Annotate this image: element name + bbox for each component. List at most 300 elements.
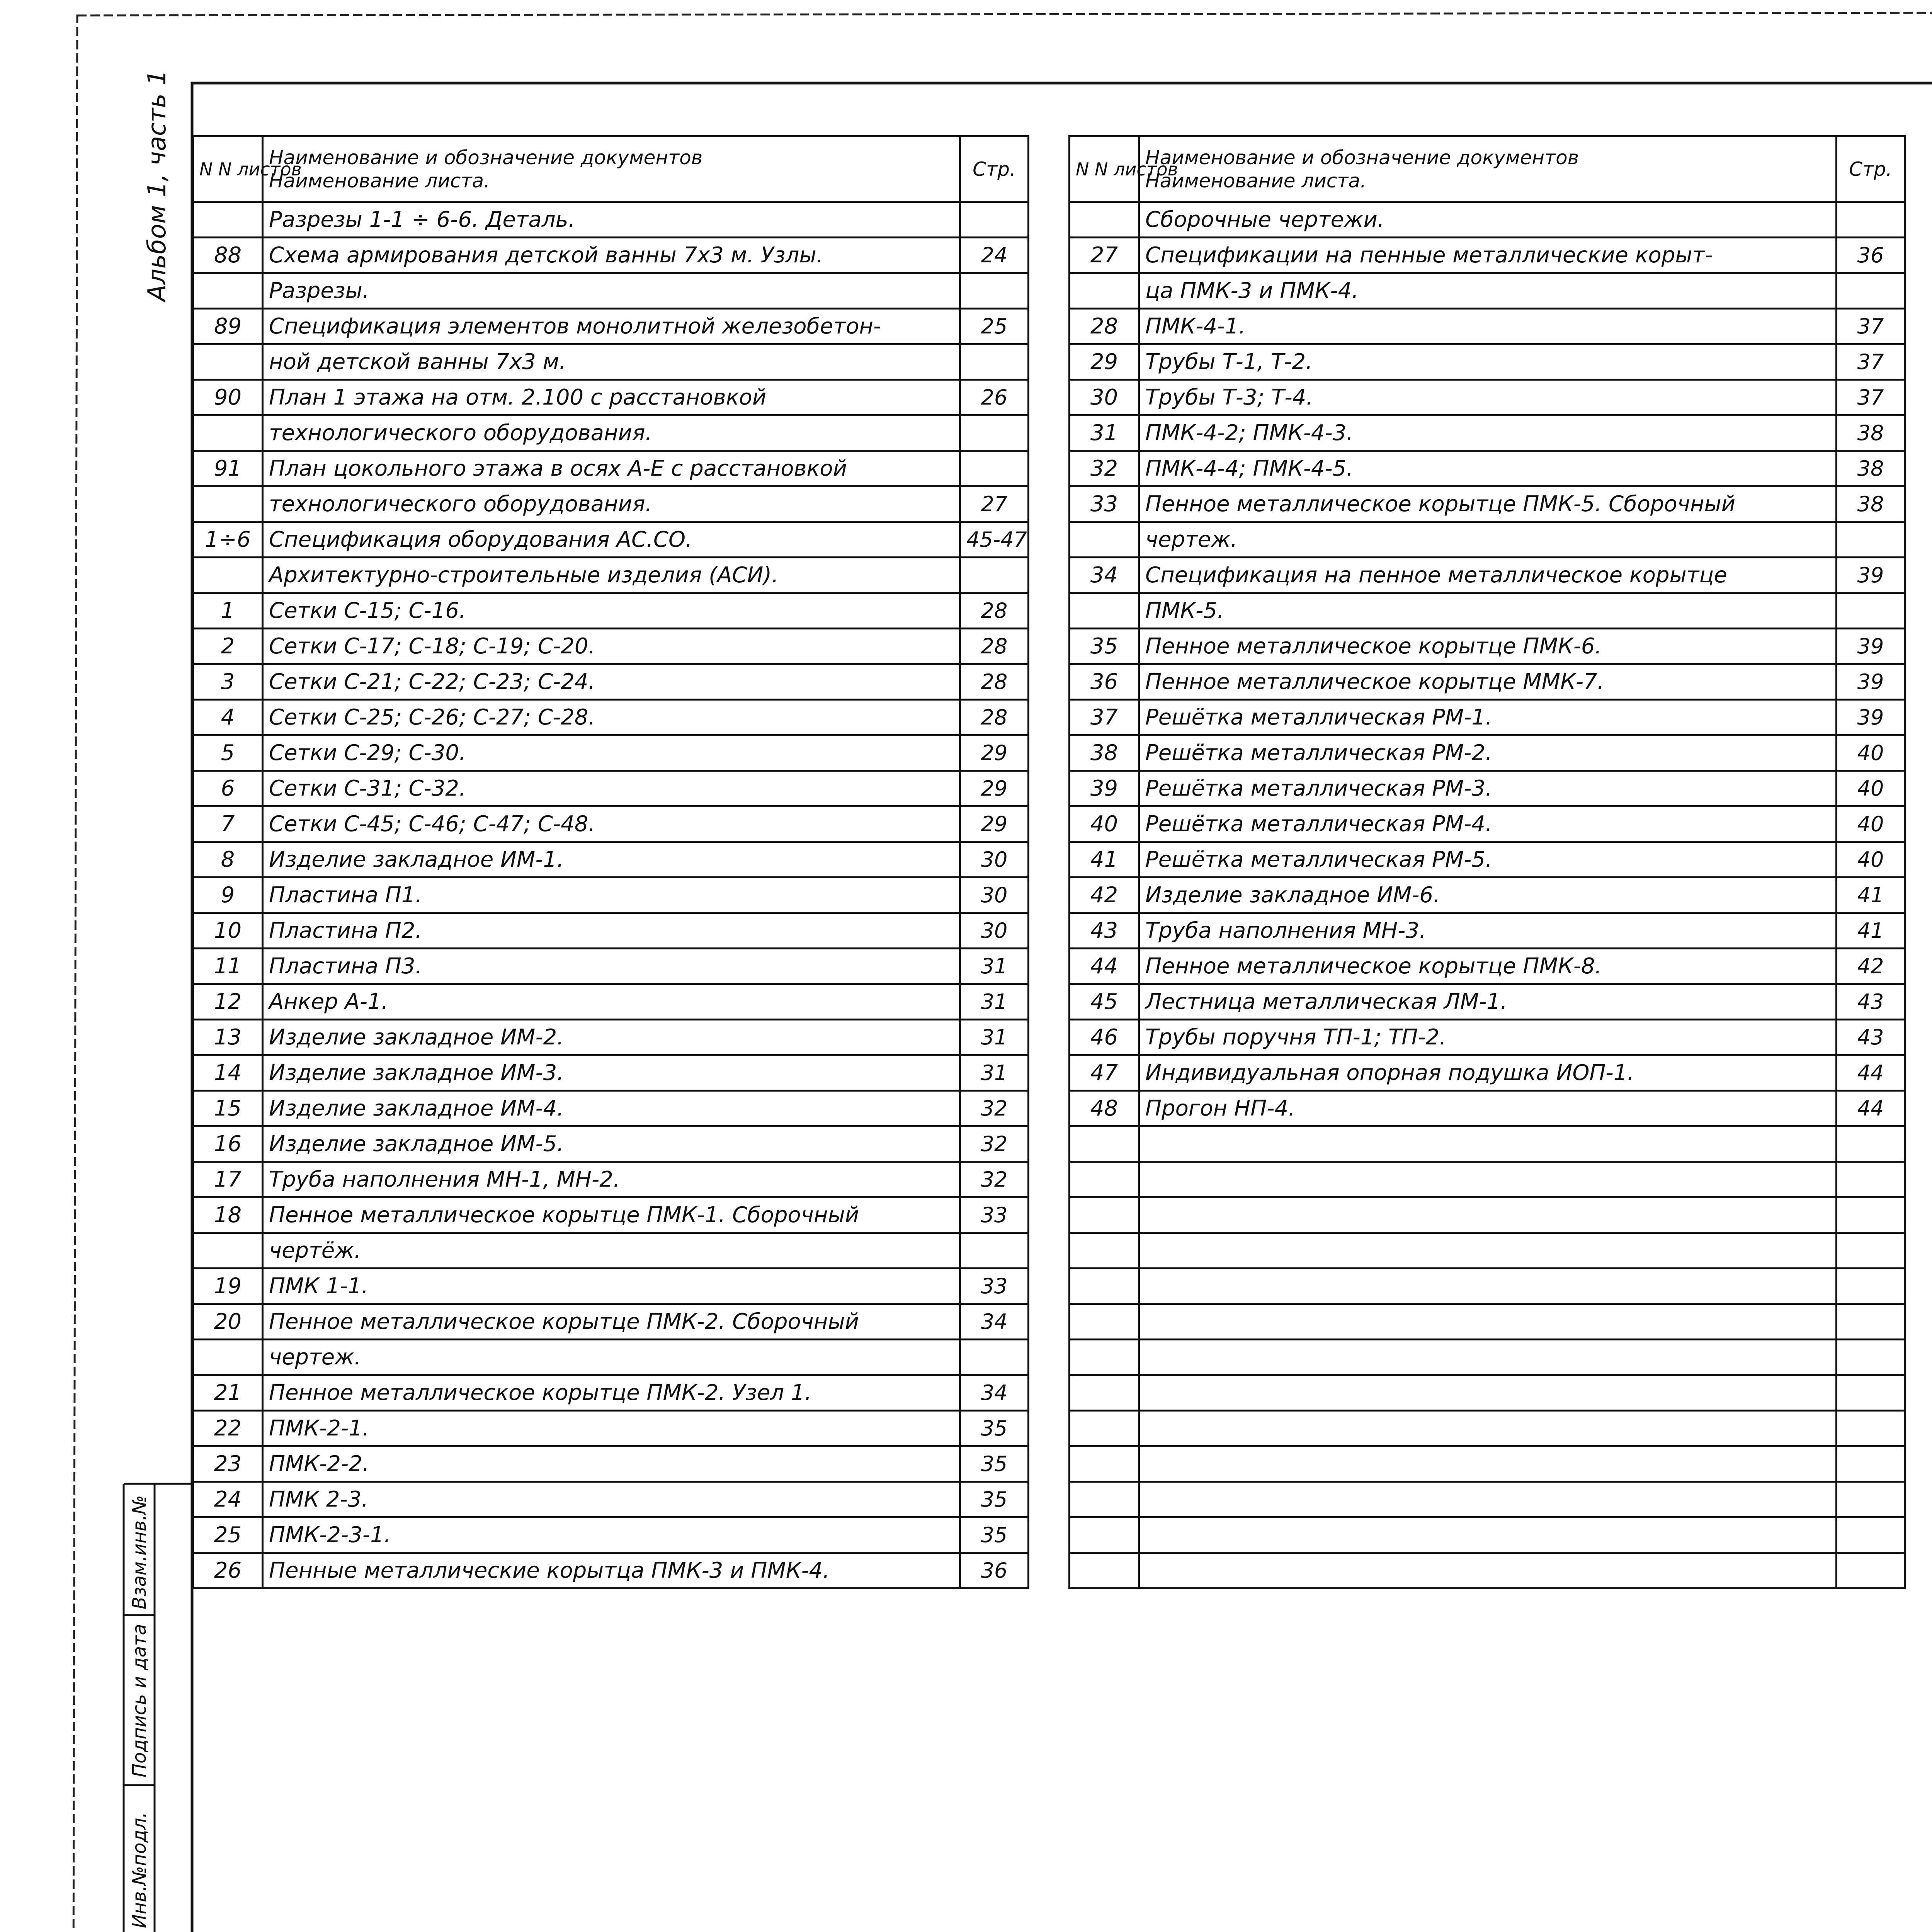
sheet-name-cell: Изделие закладное ИМ-4. [263,1091,960,1126]
sheet-number-cell [1070,1304,1139,1340]
sheet-number-cell: 43 [1070,913,1139,949]
sheet-name-cell: технологического оборудования. [263,415,960,451]
sheet-number-cell: 35 [1070,629,1139,664]
sheet-name-cell: Пенное металлическое корытце ПМК-5. Сборочный [1139,486,1837,522]
table-row [193,1020,1029,1055]
sheet-number-cell: 3 [193,664,263,700]
table-row [1070,629,1905,664]
page-number-cell: 32 [960,1091,1029,1126]
table-row [193,1340,1029,1375]
sheet-number-cell: 13 [193,1020,263,1055]
sheet-name-cell: План 1 этажа на отм. 2.100 с расстановкой [263,380,960,415]
sheet-number-cell [1070,522,1139,558]
sheet-number-cell: 23 [193,1446,263,1482]
sheet-name-cell: Пенное металлическое корытце ПМК-8. [1139,949,1837,984]
sheet-number-cell: 22 [193,1411,263,1446]
page-number-cell [960,273,1029,309]
page-number-cell: 35 [960,1482,1029,1517]
table-row [1070,451,1905,486]
sheet-number-cell: 2 [193,629,263,664]
table-row [193,1233,1029,1269]
page-number-cell [1837,1340,1905,1375]
page-number-cell [960,202,1029,238]
sheet-name-cell [1139,1304,1837,1340]
sheet-name-cell: Схема армирования детской ванны 7x3 м. Узлы. [263,238,960,273]
col-header-page: Стр. [1837,136,1905,202]
page-number-cell [1837,1553,1905,1588]
table-row [1070,1020,1905,1055]
sheet-number-cell: 45 [1070,984,1139,1020]
stamp-replace-label: Взам.инв.№ [129,1495,150,1609]
sheet-number-cell [193,202,263,238]
table-row [1070,735,1905,771]
table-row [1070,1055,1905,1091]
sheet-number-cell: 17 [193,1162,263,1197]
sheet-name-cell [1139,1233,1837,1269]
sheet-number-cell: 8 [193,842,263,878]
sheet-number-cell: 89 [193,309,263,344]
page-number-cell [960,1233,1029,1269]
table-row [193,415,1029,451]
sheet-number-cell: 5 [193,735,263,771]
page-number-cell [1837,202,1905,238]
sheet-number-cell [1070,1197,1139,1233]
sheet-number-cell: 90 [193,380,263,415]
sheet-name-cell [1139,1375,1837,1411]
table-row [193,1055,1029,1091]
sheet-name-cell: чертёж. [263,1233,960,1269]
sheet-number-cell: 18 [193,1197,263,1233]
page-number-cell: 37 [1837,309,1905,344]
sheet-number-cell: 1÷6 [193,522,263,558]
sheet-number-cell: 48 [1070,1091,1139,1126]
sheet-name-cell: Спецификации на пенные металлические корыт- [1139,238,1837,273]
page-number-cell: 34 [960,1375,1029,1411]
sheet-name-cell: Разрезы. [263,273,960,309]
table-row [1070,1091,1905,1126]
page-number-cell: 24 [960,238,1029,273]
sheet-number-cell: 11 [193,949,263,984]
table-row [193,558,1029,593]
table-row [1070,1482,1905,1517]
table-row [193,1517,1029,1553]
table-row [193,238,1029,273]
table-row [193,1375,1029,1411]
page-number-cell [1837,1446,1905,1482]
sheet-name-cell: Изделие закладное ИМ-2. [263,1020,960,1055]
table-row [1070,1375,1905,1411]
sheet-number-cell: 32 [1070,451,1139,486]
sheet-number-cell [193,486,263,522]
sheet-number-cell: 12 [193,984,263,1020]
sheet-number-cell: 1 [193,593,263,629]
sheet-name-cell: Решётка металлическая РМ-1. [1139,700,1837,735]
table-row [193,1197,1029,1233]
sheet-name-cell: Пенное металлическое корытце ПМК-1. Сборочный [263,1197,960,1233]
sheet-name-cell: Сетки С-31; С-32. [263,771,960,806]
page-number-cell: 39 [1837,664,1905,700]
page-number-cell: 42 [1837,949,1905,984]
page-number-cell: 29 [960,735,1029,771]
sheet-name-cell [1139,1482,1837,1517]
table-row [1070,842,1905,878]
sheet-name-cell: ПМК 1-1. [263,1269,960,1304]
table-row [193,1304,1029,1340]
table-row [193,273,1029,309]
sheet-number-cell: 27 [1070,238,1139,273]
page-number-cell: 36 [960,1553,1029,1588]
table-row [193,1162,1029,1197]
sheet-name-cell: Трубы Т-1, Т-2. [1139,344,1837,380]
table-row [1070,949,1905,984]
page-number-cell [1837,593,1905,629]
col-header-num: N N листов [193,136,263,202]
sheet-name-cell: ПМК-4-4; ПМК-4-5. [1139,451,1837,486]
page-number-cell: 29 [960,771,1029,806]
table-row [1070,878,1905,913]
table-row [1070,1126,1905,1162]
sheet-number-cell: 46 [1070,1020,1139,1055]
sheet-number-cell: 36 [1070,664,1139,700]
sheet-name-cell: Пенное металлическое корытце ПМК-6. [1139,629,1837,664]
sheet-number-cell: 37 [1070,700,1139,735]
sheet-number-cell: 42 [1070,878,1139,913]
page-number-cell: 30 [960,842,1029,878]
page-number-cell: 37 [1837,344,1905,380]
table-row [1070,771,1905,806]
page-number-cell: 45-47 [960,522,1029,558]
sheet-number-cell: 28 [1070,309,1139,344]
sheet-name-cell: Изделие закладное ИМ-1. [263,842,960,878]
page-number-cell: 33 [960,1269,1029,1304]
sheet-number-cell [1070,1162,1139,1197]
table-row [193,984,1029,1020]
table-row [193,878,1029,913]
sheet-name-cell: Анкер А-1. [263,984,960,1020]
col-header-name-line1: Наименование и обозначение документов [1145,146,1579,169]
sheet-name-cell: Спецификация оборудования АС.СО. [263,522,960,558]
sheet-name-cell: Решётка металлическая РМ-5. [1139,842,1837,878]
page-number-cell [1837,1517,1905,1553]
table-row [193,1553,1029,1588]
sheet-name-cell: Пенное металлическое корытце ММК-7. [1139,664,1837,700]
col-header-name-line1: Наименование и обозначение документов [269,146,703,169]
sheet-name-cell: ПМК-2-3-1. [263,1517,960,1553]
page-number-cell: 30 [960,913,1029,949]
table-row [193,1126,1029,1162]
page-number-cell: 34 [960,1304,1029,1340]
sheet-number-cell [193,1233,263,1269]
sheet-name-cell: Решётка металлическая РМ-4. [1139,806,1837,842]
sheet-number-cell: 29 [1070,344,1139,380]
page-number-cell: 41 [1837,913,1905,949]
sheet-number-cell: 88 [193,238,263,273]
page-number-cell: 38 [1837,451,1905,486]
table-row [193,202,1029,238]
table-row [193,771,1029,806]
sheet-number-cell [193,344,263,380]
sheet-number-cell [1070,1126,1139,1162]
table-row [1070,1340,1905,1375]
sheet-number-cell: 19 [193,1269,263,1304]
sheet-name-cell: Труба наполнения МН-1, МН-2. [263,1162,960,1197]
page-number-cell: 44 [1837,1091,1905,1126]
sheet-number-cell: 30 [1070,380,1139,415]
sheet-number-cell [1070,1517,1139,1553]
sheet-name-cell: Сетки С-29; С-30. [263,735,960,771]
page-number-cell: 43 [1837,1020,1905,1055]
page-number-cell: 40 [1837,842,1905,878]
table-row [1070,1269,1905,1304]
table-row [1070,238,1905,273]
sheet-name-cell: Изделие закладное ИМ-5. [263,1126,960,1162]
sheet-number-cell [1070,1553,1139,1588]
sheet-name-cell: Сетки С-17; С-18; С-19; С-20. [263,629,960,664]
table-row [1070,1446,1905,1482]
table-row [1070,1162,1905,1197]
page-number-cell: 33 [960,1197,1029,1233]
sheet-number-cell [1070,1411,1139,1446]
sheet-name-cell: Спецификация элементов монолитной железобетон- [263,309,960,344]
sheet-number-cell: 14 [193,1055,263,1091]
sheet-number-cell [1070,593,1139,629]
sheet-name-cell: Пенное металлическое корытце ПМК-2. Узел 1. [263,1375,960,1411]
table-row [1070,664,1905,700]
sheet-number-cell [193,1340,263,1375]
contents-table-left [192,135,1029,1589]
page-number-cell [1837,1375,1905,1411]
page-number-cell: 40 [1837,806,1905,842]
left-table-body [193,202,1029,1588]
sheet-name-cell: ПМК-4-1. [1139,309,1837,344]
page-number-cell: 27 [960,486,1029,522]
sheet-name-cell: Трубы поручня ТП-1; ТП-2. [1139,1020,1837,1055]
sheet-number-cell: 33 [1070,486,1139,522]
page-number-cell: 41 [1837,878,1905,913]
sheet-number-cell: 24 [193,1482,263,1517]
table-row [1070,913,1905,949]
sheet-name-cell: Изделие закладное ИМ-3. [263,1055,960,1091]
page-number-cell: 31 [960,1020,1029,1055]
page-number-cell [1837,273,1905,309]
table-row [193,1269,1029,1304]
table-row [1070,415,1905,451]
sheet-number-cell: 6 [193,771,263,806]
page-number-cell: 28 [960,629,1029,664]
col-header-name [1139,136,1837,202]
sheet-name-cell: Прогон НП-4. [1139,1091,1837,1126]
sheet-number-cell: 4 [193,700,263,735]
sheet-number-cell: 21 [193,1375,263,1411]
page-number-cell [960,344,1029,380]
table-row [193,664,1029,700]
sheet-name-cell [1139,1517,1837,1553]
table-row [193,806,1029,842]
table-row [1070,558,1905,593]
table-row [193,842,1029,878]
sheet-name-cell: Решётка металлическая РМ-3. [1139,771,1837,806]
table-row [1070,1304,1905,1340]
sheet-name-cell: Пластина П1. [263,878,960,913]
table-row [1070,486,1905,522]
table-row [193,1482,1029,1517]
sheet-name-cell: Сетки С-45; С-46; С-47; С-48. [263,806,960,842]
sheet-number-cell [1070,1446,1139,1482]
table-row [193,380,1029,415]
page-number-cell: 30 [960,878,1029,913]
page-number-cell [960,451,1029,486]
sheet-number-cell: 20 [193,1304,263,1340]
sheet-number-cell [193,273,263,309]
sheet-number-cell [1070,1340,1139,1375]
stamp-signature-label: Подпись и дата [129,1624,150,1777]
table-row [193,451,1029,486]
page-number-cell [1837,1304,1905,1340]
sheet-number-cell: 41 [1070,842,1139,878]
sheet-name-cell: Труба наполнения МН-3. [1139,913,1837,949]
table-row [1070,309,1905,344]
page-number-cell: 29 [960,806,1029,842]
sheet-name-cell: ПМК-5. [1139,593,1837,629]
sheet-name-cell: Сетки С-25; С-26; С-27; С-28. [263,700,960,735]
table-row [193,913,1029,949]
page-number-cell: 26 [960,380,1029,415]
sheet-name-cell [1139,1340,1837,1375]
page-number-cell: 31 [960,949,1029,984]
sheet-name-cell [1139,1269,1837,1304]
page-number-cell: 32 [960,1162,1029,1197]
page-number-cell [1837,1126,1905,1162]
page-number-cell: 31 [960,1055,1029,1091]
page-number-cell [1837,522,1905,558]
page-number-cell [1837,1269,1905,1304]
sheet-name-cell: ца ПМК-3 и ПМК-4. [1139,273,1837,309]
page-number-cell: 28 [960,593,1029,629]
table-row [1070,806,1905,842]
page-number-cell: 37 [1837,380,1905,415]
page-number-cell: 39 [1837,558,1905,593]
table-row [193,949,1029,984]
sheet-name-cell: ПМК 2-3. [263,1482,960,1517]
sheet-name-cell: Архитектурно-строительные изделия (АСИ). [263,558,960,593]
sheet-number-cell: 47 [1070,1055,1139,1091]
table-row [193,629,1029,664]
table-row [1070,1197,1905,1233]
sheet-name-cell: Лестница металлическая ЛМ-1. [1139,984,1837,1020]
table-row [1070,522,1905,558]
sheet-number-cell: 44 [1070,949,1139,984]
sheet-number-cell [1070,1375,1139,1411]
sheet-name-cell [1139,1411,1837,1446]
sheet-name-cell: чертеж. [263,1340,960,1375]
sheet-name-cell: Сборочные чертежи. [1139,202,1837,238]
sheet-number-cell: 26 [193,1553,263,1588]
sheet-number-cell: 40 [1070,806,1139,842]
sheet-number-cell [1070,202,1139,238]
sheet-number-cell: 7 [193,806,263,842]
sheet-name-cell: Изделие закладное ИМ-6. [1139,878,1837,913]
sheet-number-cell: 39 [1070,771,1139,806]
table-row [1070,1517,1905,1553]
sheet-name-cell: ПМК-2-2. [263,1446,960,1482]
sheet-name-cell: План цокольного этажа в осях А-Е с расстановкой [263,451,960,486]
sheet-number-cell: 31 [1070,415,1139,451]
sheet-number-cell [1070,1269,1139,1304]
table-row [193,309,1029,344]
sheet-name-cell: Спецификация на пенное металлическое корытце [1139,558,1837,593]
col-header-name [263,136,960,202]
page-number-cell: 40 [1837,771,1905,806]
page-number-cell: 40 [1837,735,1905,771]
sheet-number-cell: 15 [193,1091,263,1126]
sheet-number-cell: 38 [1070,735,1139,771]
sheet-number-cell [1070,273,1139,309]
sheet-number-cell: 10 [193,913,263,949]
table-row [1070,984,1905,1020]
sheet-name-cell: Решётка металлическая РМ-2. [1139,735,1837,771]
sheet-number-cell: 9 [193,878,263,913]
sheet-number-cell [1070,1482,1139,1517]
page-number-cell: 44 [1837,1055,1905,1091]
sheet-name-cell: Сетки С-21; С-22; С-23; С-24. [263,664,960,700]
page-number-cell: 35 [960,1517,1029,1553]
right-table-body [1070,202,1905,1588]
page-number-cell: 35 [960,1446,1029,1482]
page-number-cell [1837,1411,1905,1446]
sheet-name-cell [1139,1446,1837,1482]
table-row [1070,1233,1905,1269]
album-label: Альбом 1, часть 1 [143,70,172,301]
sheet-name-cell: Пенные металлические корытца ПМК-3 и ПМК-4. [263,1553,960,1588]
page-number-cell: 38 [1837,415,1905,451]
page-number-cell [1837,1482,1905,1517]
page-number-cell: 39 [1837,700,1905,735]
page-number-cell: 36 [1837,238,1905,273]
col-header-name-line2: Наименование листа. [1145,169,1367,192]
table-row [1070,1411,1905,1446]
col-header-num: N N листов [1070,136,1139,202]
sheet-number-cell: 34 [1070,558,1139,593]
sheet-name-cell: Сетки С-15; С-16. [263,593,960,629]
page-number-cell: 28 [960,664,1029,700]
table-row [193,486,1029,522]
sheet-name-cell: Трубы Т-3; Т-4. [1139,380,1837,415]
sheet-number-cell: 16 [193,1126,263,1162]
page-number-cell: 28 [960,700,1029,735]
sheet-name-cell: Пенное металлическое корытце ПМК-2. Сборочный [263,1304,960,1340]
sheet-number-cell [193,415,263,451]
page-number-cell: 38 [1837,486,1905,522]
sheet-name-cell: Пластина П2. [263,913,960,949]
sheet-name-cell: технологического оборудования. [263,486,960,522]
table-row [193,735,1029,771]
sheet-name-cell: ПМК-2-1. [263,1411,960,1446]
sheet-name-cell [1139,1126,1837,1162]
page-number-cell [1837,1197,1905,1233]
table-row [193,700,1029,735]
table-row [1070,700,1905,735]
sheet-name-cell: Пластина П3. [263,949,960,984]
page-number-cell: 35 [960,1411,1029,1446]
sheet-name-cell: ной детской ванны 7x3 м. [263,344,960,380]
sheet-number-cell: 91 [193,451,263,486]
stamp-inventory-label: Инв.№подл. [129,1812,150,1928]
table-row [193,344,1029,380]
page-number-cell [960,1340,1029,1375]
table-row [193,1091,1029,1126]
table-row [193,1446,1029,1482]
table-row [193,1411,1029,1446]
